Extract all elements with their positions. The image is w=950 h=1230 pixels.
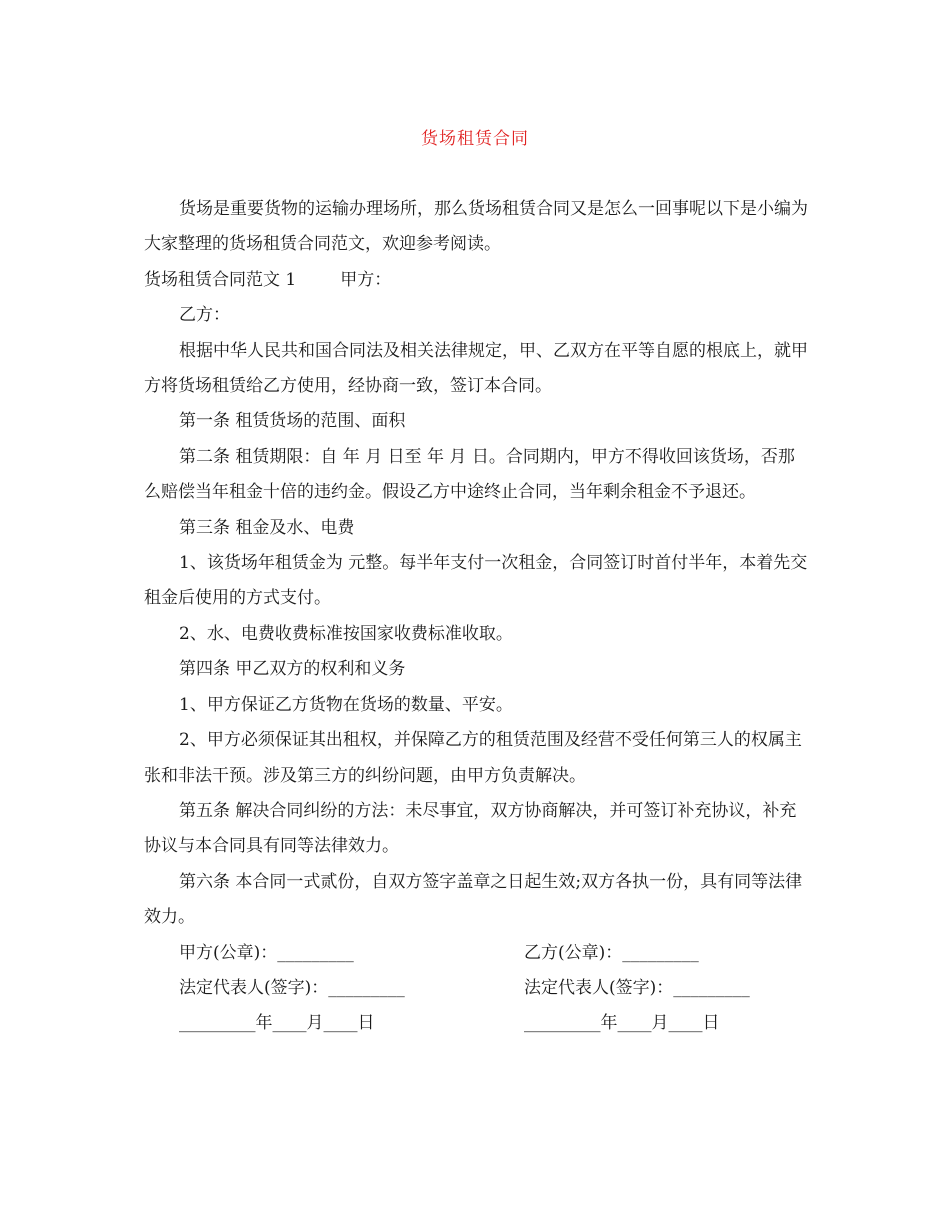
party-a-label: 甲方： bbox=[340, 269, 392, 290]
party-a-seal: 甲方(公章)：_________ bbox=[179, 942, 354, 963]
sample-heading-line bbox=[144, 263, 809, 298]
sample-heading: 货场租赁合同范文 1 bbox=[144, 269, 297, 290]
article-4-item-1: 1、甲方保证乙方货物在货场的数量、平安。 bbox=[179, 694, 513, 715]
document-title: 货场租赁合同 bbox=[421, 129, 529, 149]
party-a-representative: 法定代表人(签字)：_________ bbox=[179, 977, 405, 998]
party-a-date: _________年____月____日 bbox=[179, 1013, 375, 1034]
article-2: 第二条 租赁期限：自 年 月 日至 年 月 日。合同期内，甲方不得收回该货场，否那么赔偿当年租金十倍的违约金。假设乙方中途终止合同，当年剩余租金不予退还。 bbox=[144, 446, 795, 503]
party-b-label: 乙方： bbox=[179, 305, 230, 326]
article-3-item-2: 2、水、电费收费标准按国家收费标准收取。 bbox=[179, 623, 513, 644]
signature-row-date bbox=[144, 1006, 809, 1041]
party-b-seal: 乙方(公章)：_________ bbox=[524, 942, 699, 963]
article-4: 第四条 甲乙双方的权利和义务 bbox=[179, 659, 406, 680]
article-6: 第六条 本合同一式贰份，自双方签字盖章之日起生效;双方各执一份，具有同等法律效力。 bbox=[144, 871, 803, 928]
party-b-representative: 法定代表人(签字)：_________ bbox=[524, 977, 750, 998]
article-3: 第三条 租金及水、电费 bbox=[179, 517, 355, 538]
signature-row-seal bbox=[144, 936, 809, 971]
article-5: 第五条 解决合同纠纷的方法：未尽事宜，双方协商解决，并可签订补充协议，补充协议与本合同具有同等法律效力。 bbox=[144, 800, 797, 857]
party-b-date: _________年____月____日 bbox=[524, 1013, 720, 1034]
article-3-item-1: 1、该货场年租赁金为 元整。每半年支付一次租金，合同签订时首付半年，本着先交租金后使用的方式支付。 bbox=[144, 553, 808, 609]
article-1: 第一条 租赁货场的范围、面积 bbox=[179, 411, 406, 432]
signature-row-representative bbox=[144, 971, 809, 1006]
document-body bbox=[144, 192, 809, 1042]
preamble-paragraph: 根据中华人民共和国合同法及相关法律规定，甲、乙双方在平等自愿的根底上，就甲方将货场租赁给乙方使用，经协商一致，签订本合同。 bbox=[144, 340, 808, 397]
intro-paragraph: 货场是重要货物的运输办理场所，那么货场租赁合同又是怎么一回事呢以下是小编为大家整理的货场租赁合同范文，欢迎参考阅读。 bbox=[144, 199, 808, 255]
article-4-item-2: 2、甲方必须保证其出租权，并保障乙方的租赁范围及经营不受任何第三人的权属主张和非法干预。涉及第三方的纠纷问题，由甲方负责解决。 bbox=[144, 730, 802, 786]
